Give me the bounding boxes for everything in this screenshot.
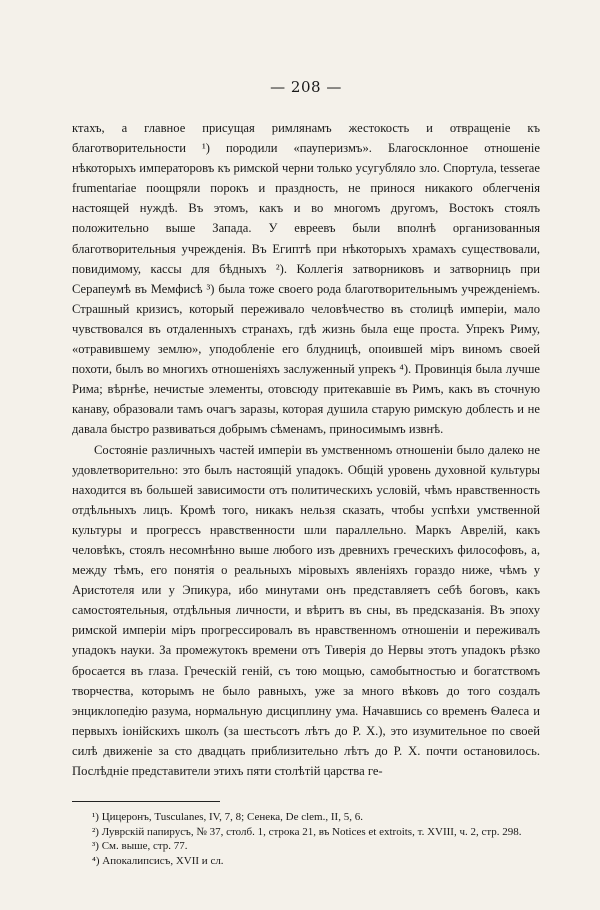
footnotes: [72, 810, 540, 868]
footnote-separator: [72, 801, 220, 802]
paragraph-1: ктахъ, а главное присущая римлянамъ жестокость и отвращеніе къ благотворительности ¹) породили «пауперизмъ». Благосклонное отношеніе нѣкоторыхъ императоровъ къ римской черни только усугубляло зло. Спортула, tesserae frumentariae поощряли порокъ и праздность, не принося никакого облегченія настоящей нуждѣ. Въ этомъ, какъ и во многомъ другомъ, Востокъ стоялъ положительно выше Запада. У евреевъ были вполнѣ организованныя благотворительныя учрежденія. Въ Египтѣ при нѣкоторыхъ храмахъ существовали, повидимому, кассы для бѣдныхъ ²). Коллегія затворниковъ и затворницъ при Серапеумѣ въ Мемфисѣ ³) была тоже своего рода благотворительнымъ учрежденіемъ. Страшный кризисъ, который переживало человѣчество въ столицѣ имперіи, мало чувствовался въ отдаленныхъ странахъ, гдѣ жизнь была еще проста. Упрекъ Риму, «отравившему землю», уподобленіе его блудницѣ, опоившей міръ виномъ своей похоти, былъ во многихъ отношеніяхъ заслуженный упрекъ ⁴). Провинція была лучше Рима; вѣрнѣе, нечистые элементы, отовсюду притекавшіе въ Римъ, какъ въ сточную канаву, образовали тамъ очагъ заразы, которая душила старую римскую доблесть и не давала быстро развиваться добрымъ сѣменамъ, приносимымъ извнѣ.: [72, 121, 540, 437]
footnote-3: ³) См. выше, стр. 77.: [92, 840, 188, 853]
page-number: — 208 —: [270, 78, 342, 96]
body-text: [72, 118, 540, 781]
footnote-1: ¹) Цицеронъ, Tusculanes, IV, 7, 8; Сенека, De clem., II, 5, 6.: [92, 811, 363, 824]
footnote-2: ²) Луврскій папирусъ, № 37, столб. 1, строка 21, въ Notices et extroits, т. XVIII, ч. 2, стр. 298.: [92, 825, 522, 838]
footnote-4: ⁴) Апокалипсисъ, XVII и сл.: [92, 854, 224, 867]
paragraph-2: Состояніе различныхъ частей имперіи въ умственномъ отношеніи было далеко не удовлетворительно: это былъ настоящій упадокъ. Общій уровень духовной культуры находится въ большей зависимости отъ политическихъ условій, чѣмъ нравственность отдѣльныхъ лицъ. Кромѣ того, никакъ нельзя сказать, чтобы успѣхи умственной культуры и прогрессъ нравственности шли параллельно. Маркъ Аврелій, какъ человѣкъ, стоялъ несомнѣнно выше любого изъ древнихъ греческихъ философовъ, а, между тѣмъ, его понятія о реальныхъ міровыхъ явленіяхъ гораздо ниже, чѣмъ у Аристотеля или у Эпикура, ибо минутами онъ представляетъ себѣ боговъ, какъ самостоятельныя, отдѣльныя личности, и вѣритъ въ сны, въ предсказанія. Въ эпоху римской имперіи міръ прогрессировалъ въ нравственномъ отношеніи и переживалъ упадокъ науки. За промежутокъ времени отъ Тиверія до Нервы этотъ упадокъ рѣзко бросается въ глаза. Греческій геній, съ тою мощью, самобытностью и богатствомъ творчества, которымъ не было равныхъ, уже за много вѣковъ до того создалъ энциклопедію разума, нормальную дисциплину ума. Начавшись со временъ Ѳалеса и первыхъ іонійскихъ школъ (за шестьсотъ лѣтъ до Р. Х.), это изумительное по своей силѣ движеніе за сто двадцать приблизительно лѣтъ до Р. Х. почти остановилось. Послѣдніе представители этихъ пяти столѣтій царства ге-: [72, 442, 540, 778]
